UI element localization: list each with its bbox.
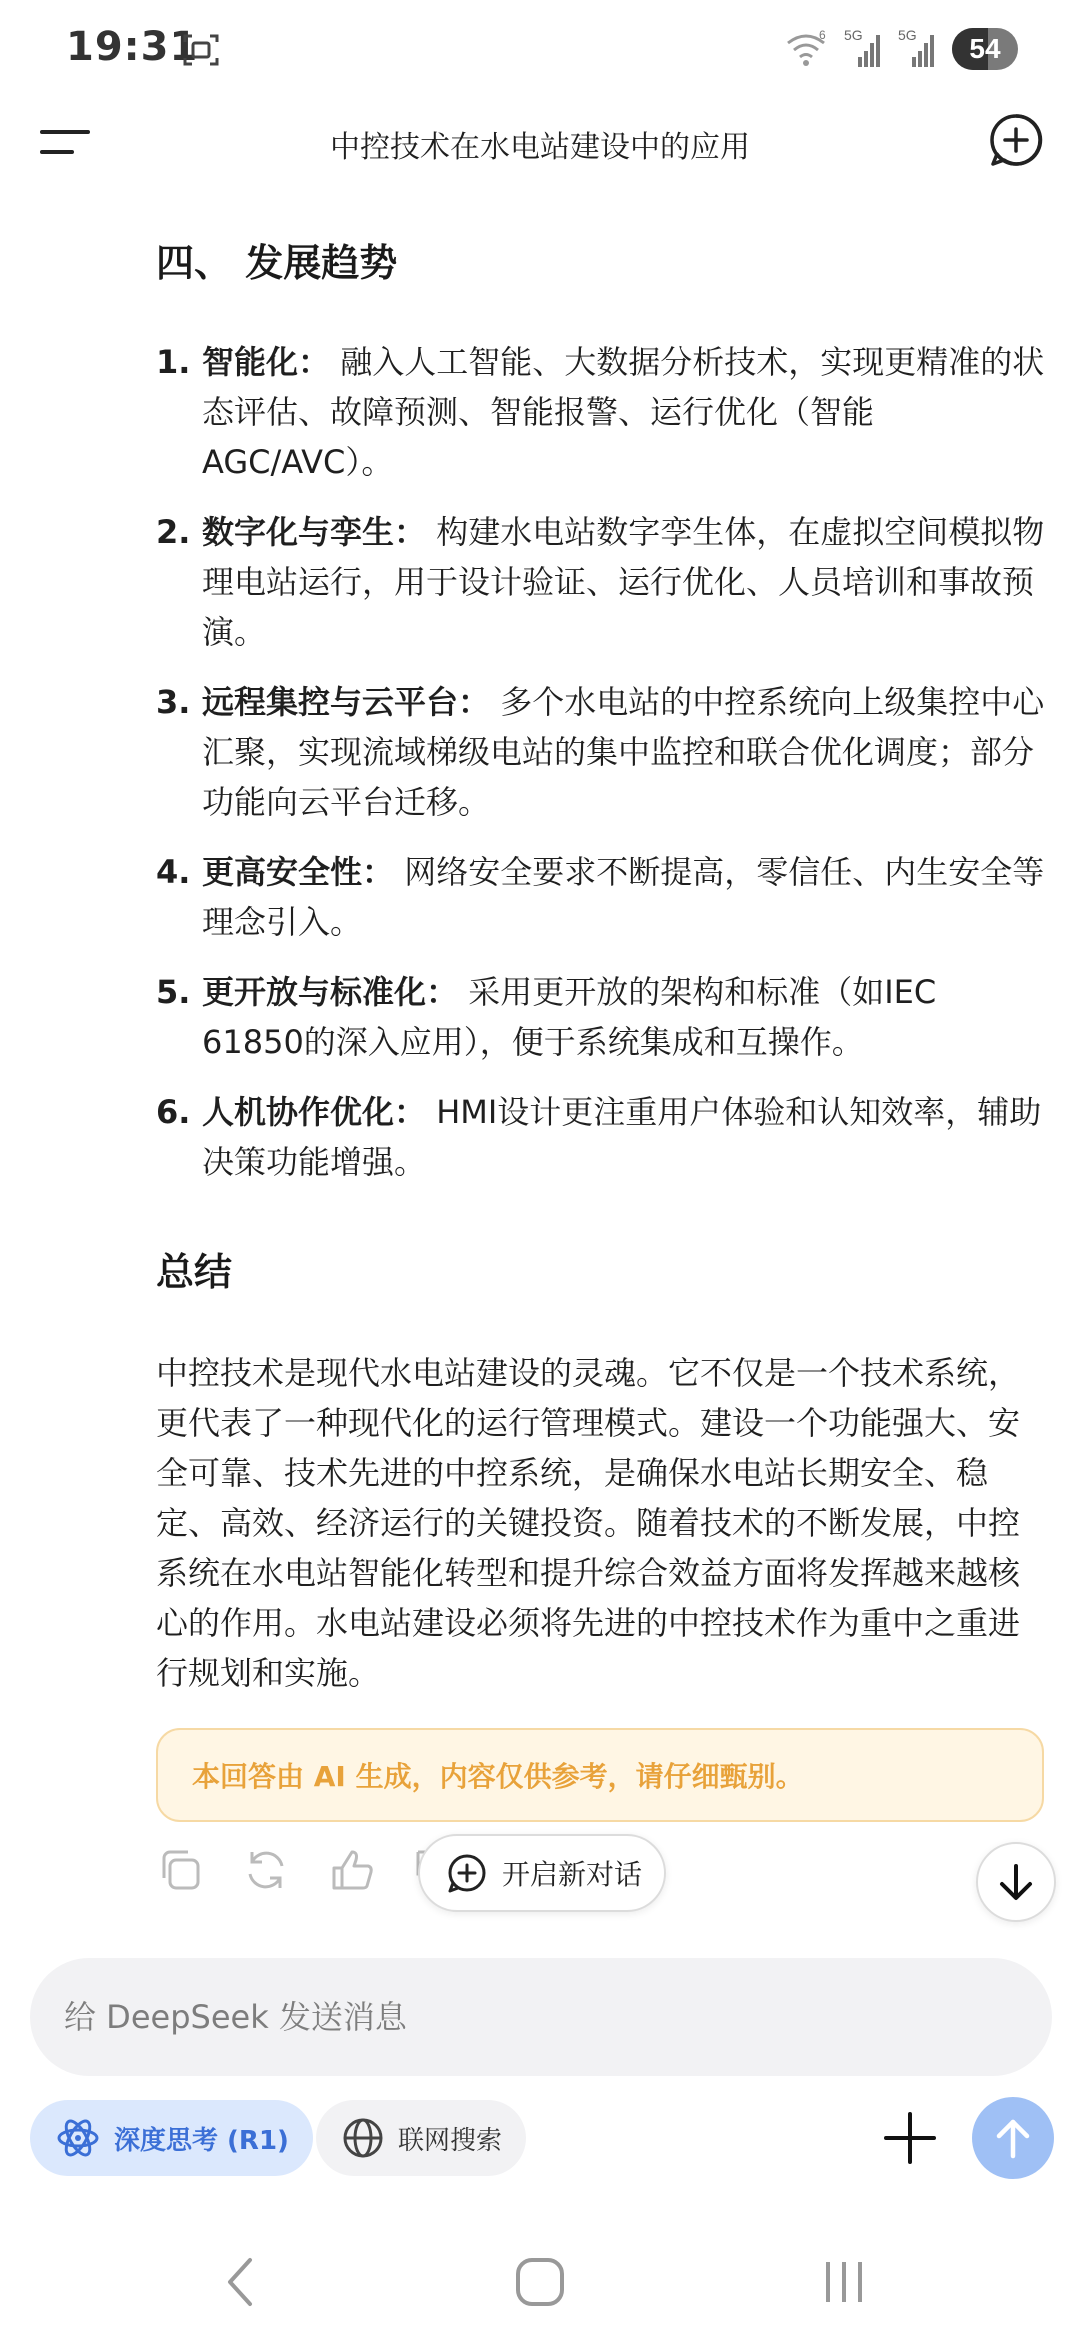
cellular-signal-2 <box>898 29 938 69</box>
trend-body <box>202 507 1046 657</box>
app-header <box>0 100 1080 184</box>
menu-icon[interactable] <box>38 120 92 164</box>
thumbs-up-icon[interactable] <box>328 1846 376 1894</box>
trend-title: 更开放与标准化： <box>202 973 459 1011</box>
screenshot-notification-icon <box>182 32 220 68</box>
deep-think-label: 深度思考 (R1) <box>114 2125 289 2156</box>
trend-title: 数字化与孪生： <box>202 513 427 551</box>
new-conversation-label: 开启新对话 <box>502 1858 643 1891</box>
trend-text: 融入人工智能、大数据分析技术，实现更精准的状态评估、故障预测、智能报警、运行优化（智能AGC/AVC）。 <box>202 343 1045 481</box>
trend-text: 多个水电站的中控系统向上级集控中心汇聚，实现流域梯级电站的集中监控和联合优化调度；部分功能向云平台迁移。 <box>202 683 1045 821</box>
battery-icon <box>952 28 1018 70</box>
trend-number: 5. <box>156 973 191 1011</box>
trend-text: 构建水电站数字孪生体，在虚拟空间模拟物理电站运行，用于设计验证、运行优化、人员培训和事故预演。 <box>202 513 1045 651</box>
trend-body <box>202 337 1046 487</box>
trend-item <box>156 507 1046 657</box>
trend-title: 智能化： <box>202 343 331 381</box>
trend-title: 人机协作优化： <box>202 1093 427 1131</box>
message-actions <box>156 1840 1056 1900</box>
new-chat-icon <box>446 1852 488 1894</box>
system-navigation-bar <box>0 2230 1080 2340</box>
arrow-down-icon <box>996 1862 1036 1902</box>
arrow-up-icon <box>991 2116 1035 2160</box>
wifi-icon <box>786 29 830 69</box>
new-chat-icon[interactable] <box>988 112 1044 168</box>
trend-text: HMI设计更注重用户体验和认知效率，辅助决策功能增强。 <box>202 1093 1042 1181</box>
trend-body <box>202 847 1046 947</box>
atom-icon <box>56 2116 100 2160</box>
battery-level: 54 <box>969 33 1001 64</box>
trend-number: 4. <box>156 853 191 891</box>
recent-apps-icon[interactable] <box>814 2252 874 2312</box>
network-type-label: 5G <box>844 27 863 43</box>
home-icon[interactable] <box>510 2252 570 2312</box>
cellular-signal-1 <box>844 29 884 69</box>
trend-title: 远程集控与云平台： <box>202 683 491 721</box>
trend-item <box>156 1087 1046 1187</box>
trend-item <box>156 847 1046 947</box>
message-input[interactable] <box>64 1998 1052 2036</box>
trend-number: 6. <box>156 1093 191 1131</box>
trend-item <box>156 677 1046 827</box>
trend-number: 2. <box>156 513 191 551</box>
response-content <box>156 220 1046 1698</box>
trend-body <box>202 677 1046 827</box>
trend-number: 1. <box>156 343 191 381</box>
network-type-label: 5G <box>898 27 917 43</box>
svg-text:6: 6 <box>819 29 826 42</box>
web-search-toggle[interactable] <box>316 2100 526 2176</box>
copy-icon[interactable] <box>156 1846 204 1894</box>
send-button[interactable] <box>972 2097 1054 2179</box>
page-title: 中控技术在水电站建设中的应用 <box>330 130 750 165</box>
trend-list <box>156 337 1046 1187</box>
trend-item <box>156 337 1046 487</box>
status-time: 19:31 <box>66 24 199 70</box>
trend-title: 更高安全性： <box>202 853 395 891</box>
new-conversation-button[interactable] <box>418 1834 666 1912</box>
back-icon[interactable] <box>212 2252 272 2312</box>
globe-icon <box>342 2117 384 2159</box>
trend-number: 3. <box>156 683 191 721</box>
attach-plus-icon[interactable] <box>880 2108 940 2168</box>
deep-think-toggle[interactable] <box>30 2100 313 2176</box>
ai-disclaimer-banner: 本回答由 AI 生成，内容仅供参考，请仔细甄别。 <box>156 1728 1044 1822</box>
section-heading-trends: 四、 发展趋势 <box>156 241 398 285</box>
scroll-to-bottom-button[interactable] <box>976 1842 1056 1922</box>
regenerate-icon[interactable] <box>242 1846 290 1894</box>
trend-item <box>156 967 1046 1067</box>
status-bar <box>0 0 1080 100</box>
message-input-box[interactable] <box>30 1958 1052 2076</box>
web-search-label: 联网搜索 <box>398 2125 503 2156</box>
status-indicators <box>786 26 1018 72</box>
trend-text: 采用更开放的架构和标准（如IEC 61850的深入应用），便于系统集成和互操作。 <box>202 973 937 1061</box>
section-heading-summary: 总结 <box>156 1250 233 1294</box>
trend-body <box>202 1087 1046 1187</box>
summary-paragraph: 中控技术是现代水电站建设的灵魂。它不仅是一个技术系统，更代表了一种现代化的运行管理模式。建设一个功能强大、安全可靠、技术先进的中控系统，是确保水电站长期安全、稳定、高效、经济运行的关键投资。随着技术的不断发展，中控系统在水电站智能化转型和提升综合效益方面将发挥越来越核心的作用。水电站建设必须将先进的中控技术作为重中之重进行规划和实施。 <box>156 1354 1021 1692</box>
trend-text: 网络安全要求不断提高，零信任、内生安全等理念引入。 <box>202 853 1045 941</box>
trend-body <box>202 967 1046 1067</box>
